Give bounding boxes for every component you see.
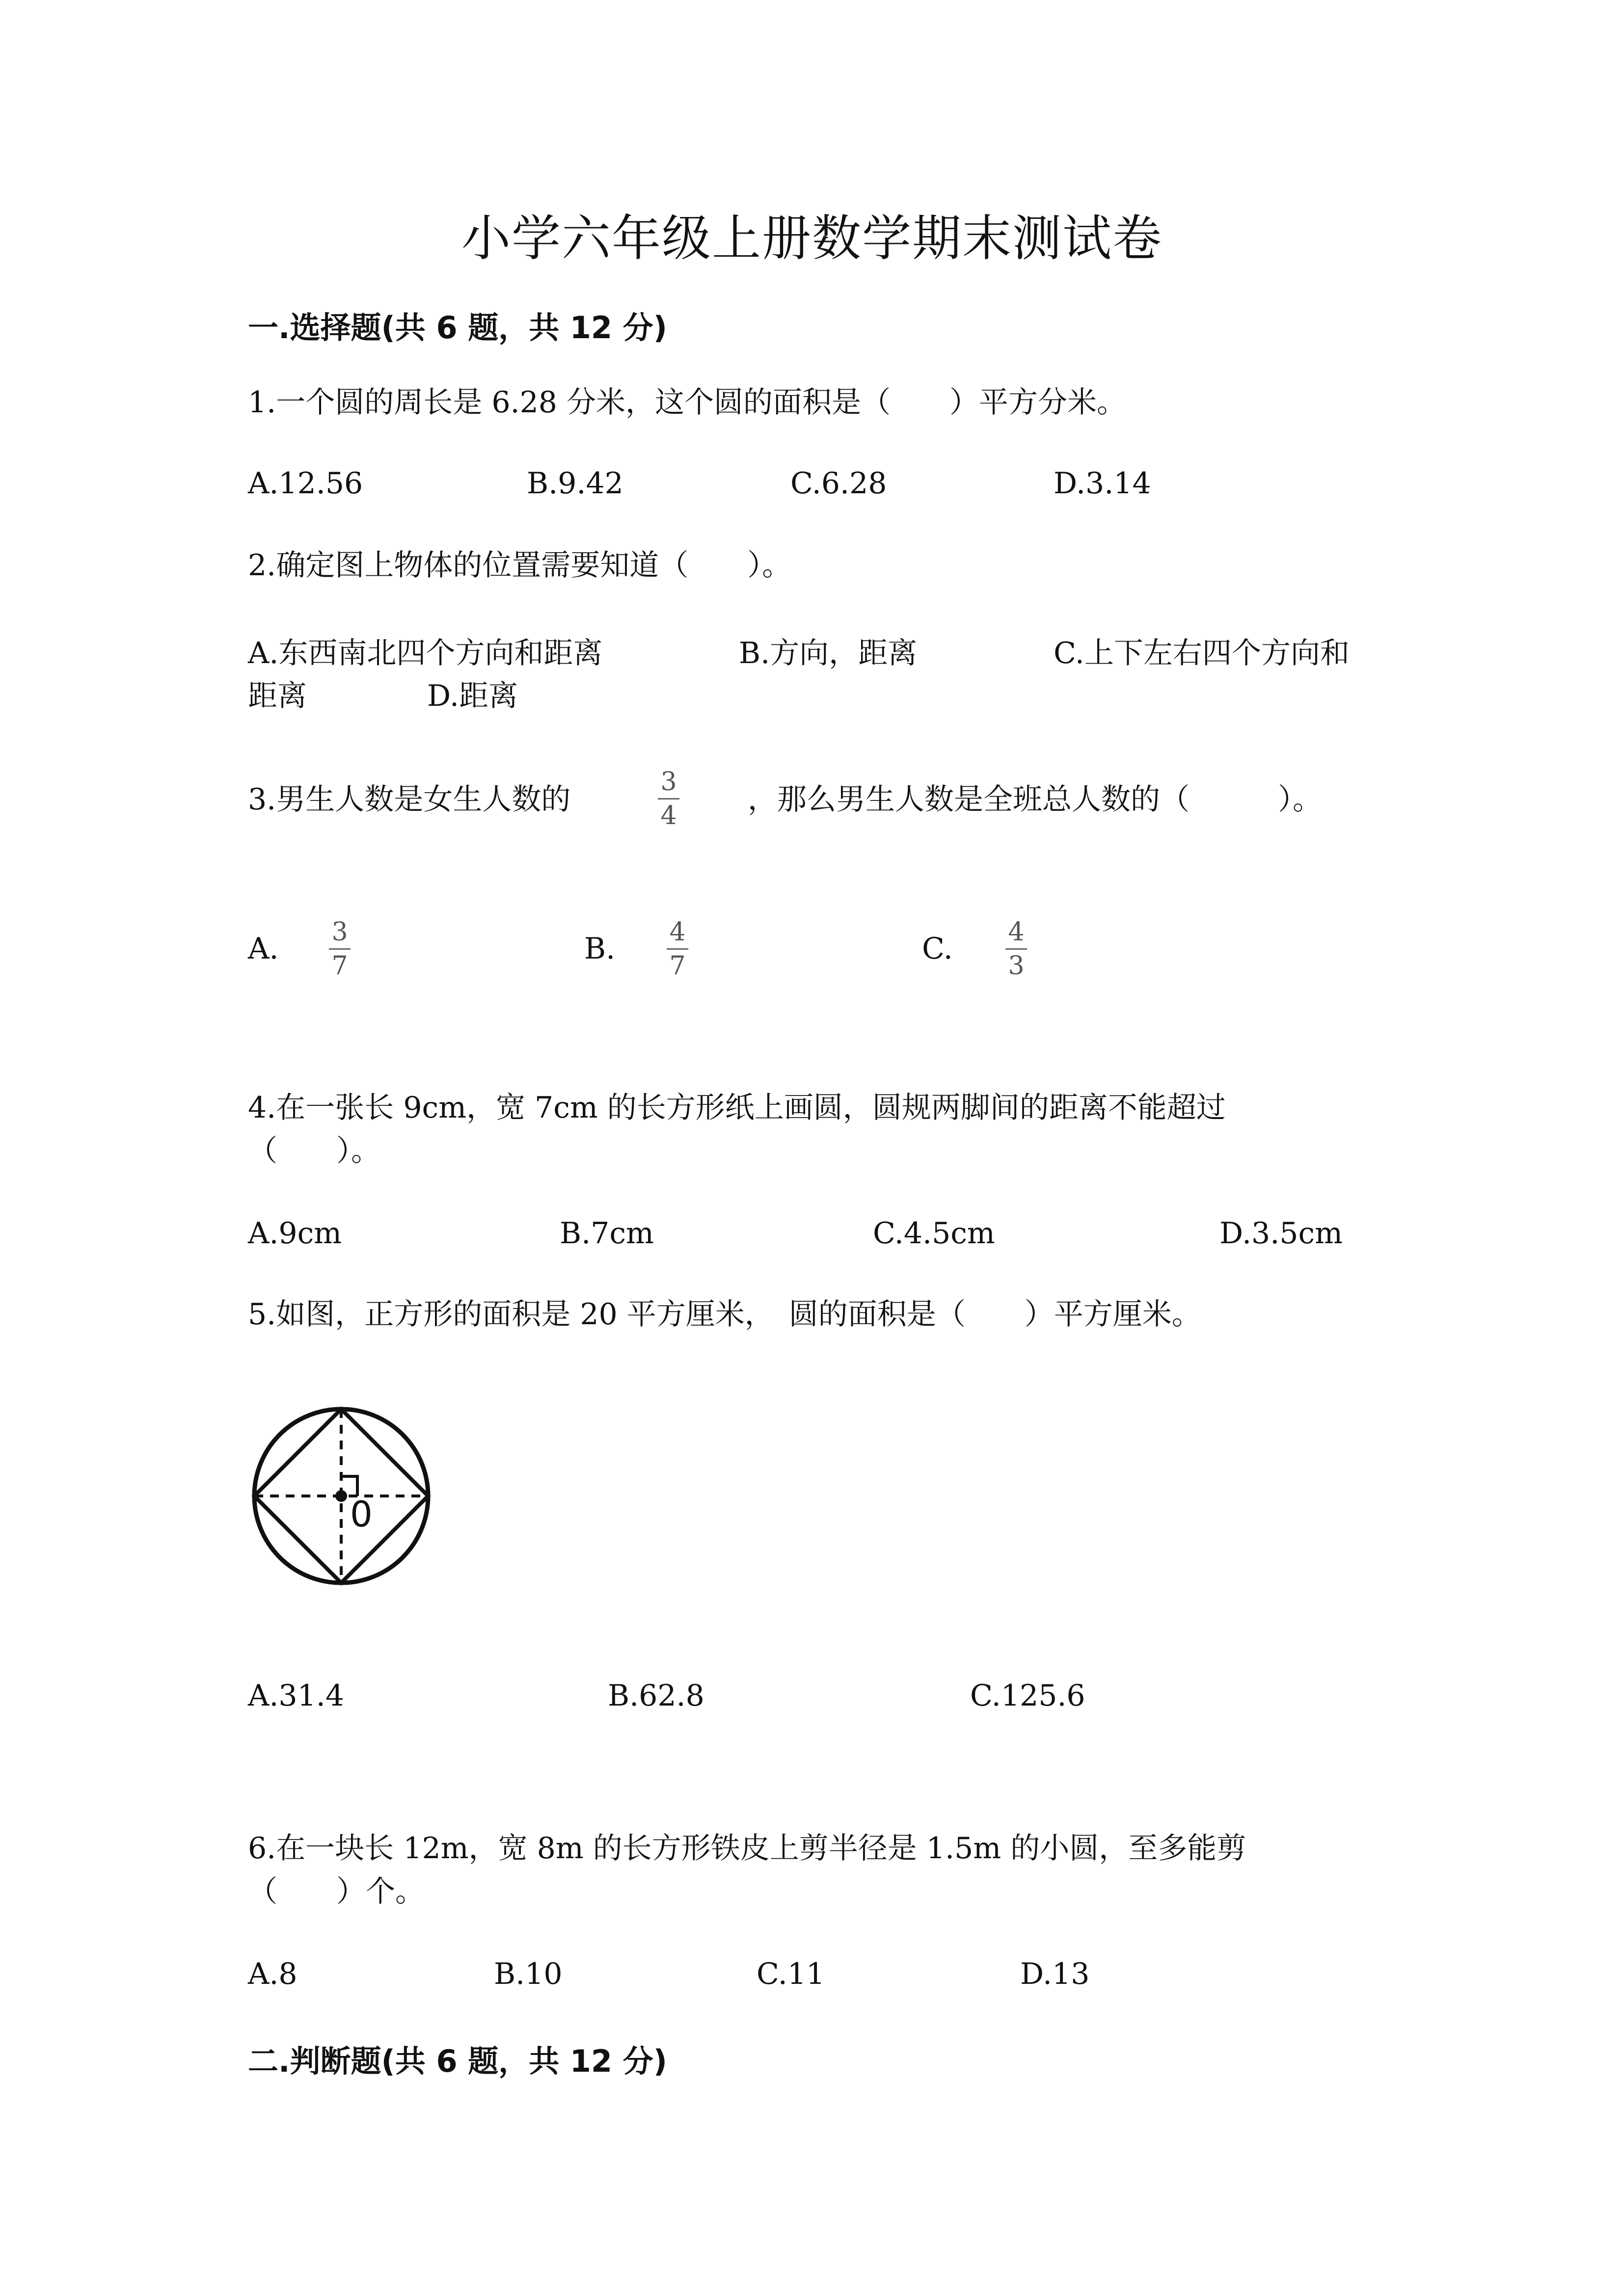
q1-option-b: B.9.42 [527, 466, 623, 501]
question-4-line-1: 4.在一张长 9cm，宽 7cm 的长方形纸上画圆，圆规两脚间的距离不能超过 [248, 1091, 1226, 1125]
section-heading-judgement: 二.判断题(共 6 题，共 12 分) [248, 2043, 667, 2079]
fraction-denominator: 7 [331, 951, 348, 981]
q3-option-a-fraction [329, 917, 351, 981]
fraction-numerator: 3 [331, 917, 348, 947]
fraction-bar [667, 948, 688, 950]
question-4-line-2: （ ）。 [248, 1134, 380, 1168]
q2-option-a-continued: 距离 [248, 679, 307, 713]
fraction-numerator: 3 [660, 767, 677, 797]
fraction-denominator: 4 [660, 801, 677, 830]
fraction-bar [658, 798, 679, 800]
q3-option-b-label: B. [584, 932, 616, 966]
q2-option-c: C.上下左右四个方向和 [1054, 636, 1350, 670]
q2-option-b: B.方向，距离 [739, 636, 918, 670]
q5-option-a: A.31.4 [248, 1679, 344, 1713]
question-2-text: 2.确定图上物体的位置需要知道（ ）。 [248, 548, 792, 583]
q3-option-c-label: C. [922, 932, 953, 966]
q4-option-a: A.9cm [248, 1216, 342, 1251]
q3-fraction [658, 767, 679, 831]
q3-option-a-label: A. [248, 932, 279, 966]
fraction-numerator: 4 [1008, 917, 1025, 947]
q3-option-c-fraction [1005, 917, 1027, 981]
q5-option-b: B.62.8 [608, 1679, 704, 1713]
q2-option-a: A.东西南北四个方向和距离 [248, 636, 603, 670]
q6-option-c: C.11 [757, 1957, 825, 1991]
question-6-line-1: 6.在一块长 12m，宽 8m 的长方形铁皮上剪半径是 1.5m 的小圆，至多能剪 [248, 1831, 1246, 1866]
question-5-text: 5.如图，正方形的面积是 20 平方厘米， 圆的面积是（ ）平方厘米。 [248, 1297, 1201, 1332]
q4-option-c: C.4.5cm [873, 1216, 995, 1251]
q6-option-d: D.13 [1020, 1957, 1090, 1991]
fraction-numerator: 4 [669, 917, 686, 947]
q4-option-b: B.7cm [560, 1216, 654, 1251]
question-3-text-after: ，那么男生人数是全班总人数的（ ）。 [748, 782, 1322, 817]
question-3-text-before: 3.男生人数是女生人数的 [248, 782, 571, 817]
question-1-text: 1.一个圆的周长是 6.28 分米，这个圆的面积是（ ）平方分米。 [248, 385, 1126, 420]
q1-option-d: D.3.14 [1054, 466, 1151, 501]
circle-square-figure [250, 1403, 437, 1589]
q1-option-a: A.12.56 [248, 466, 363, 501]
question-6-line-2: （ ）个。 [248, 1874, 425, 1909]
fraction-bar [329, 948, 351, 950]
page-title: 小学六年级上册数学期末测试卷 [461, 210, 1163, 267]
fraction-denominator: 7 [669, 951, 686, 981]
q6-option-a: A.8 [248, 1957, 298, 1991]
q1-option-c: C.6.28 [790, 466, 887, 501]
center-label: 0 [350, 1494, 373, 1535]
center-point [335, 1490, 347, 1502]
q5-option-c: C.125.6 [970, 1679, 1085, 1713]
section-heading-choice: 一.选择题(共 6 题，共 12 分) [248, 310, 667, 346]
fraction-denominator: 3 [1008, 951, 1025, 981]
q6-option-b: B.10 [494, 1957, 563, 1991]
q2-option-d: D.距离 [427, 679, 518, 713]
fraction-bar [1005, 948, 1027, 950]
q3-option-b-fraction [667, 917, 688, 981]
q4-option-d: D.3.5cm [1219, 1216, 1343, 1251]
